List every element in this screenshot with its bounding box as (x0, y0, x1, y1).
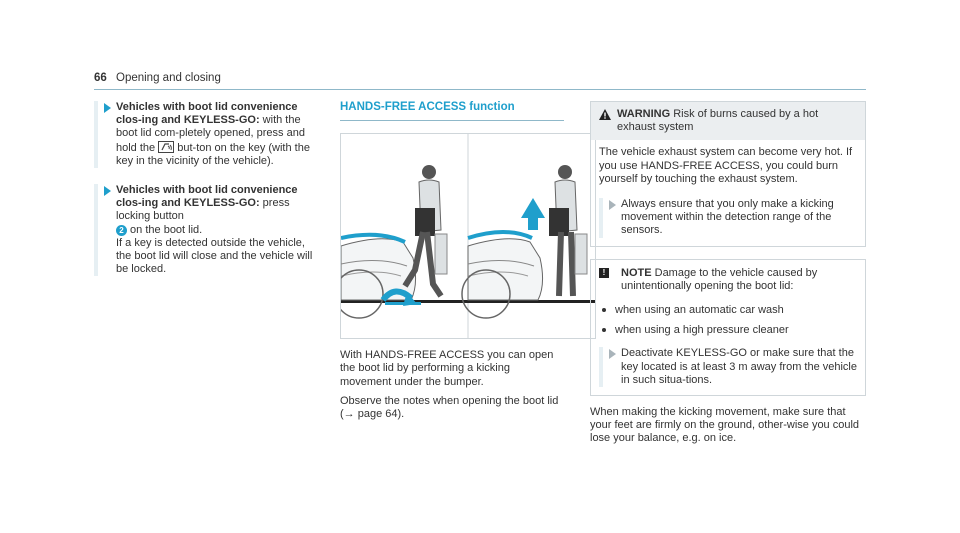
action-arrow-icon (609, 349, 616, 359)
page-number: 66 (94, 72, 107, 84)
action-arrow-icon (609, 200, 616, 210)
car-rear-right (462, 232, 543, 318)
person-kicking (405, 165, 447, 296)
header-rule (94, 89, 866, 90)
section-heading: HANDS-FREE ACCESS function (340, 101, 564, 121)
warning-triangle-icon (599, 109, 611, 124)
step-text-end: on the boot lid. (127, 223, 203, 236)
note-action-text: Deactivate KEYLESS-GO or make sure that the key located is at least 3 m away from the vehicle in such situa-tions. (621, 347, 857, 386)
column-hands-free (340, 101, 564, 421)
step-text-end: but-ton on the key (with the key in the vicinity of the vehicle). (116, 141, 310, 167)
hands-free-description: With HANDS-FREE ACCESS you can open the boot lid by performing a kicking movement under the bumper. (340, 349, 554, 388)
note-label: NOTE (621, 266, 652, 279)
hands-free-figure (340, 133, 596, 339)
step-condition: Vehicles with boot lid convenience clos-ing and KEYLESS-GO: (116, 101, 298, 127)
hands-free-reference: Observe the notes when opening the boot lid (→ page 64). (340, 394, 559, 421)
step-result: If a key is detected outside the vehicle, the boot lid will close and the vehicle will be locked. (116, 236, 313, 276)
instruction-step-1 (94, 101, 316, 168)
kicking-advice: When making the kicking movement, make sure that your feet are firmly on the ground, other-wise you could lose your balance, e.g. on ice. (590, 406, 860, 445)
warning-text: The vehicle exhaust system can become very hot. If you use HANDS-FREE ACCESS, you could burn yourself by touching the exhaust system. (599, 146, 853, 185)
column-safety (590, 101, 866, 446)
warning-label: WARNING (617, 108, 671, 120)
note-box (590, 259, 866, 396)
person-standing (549, 165, 587, 296)
warning-action (599, 198, 857, 238)
note-body (591, 304, 865, 395)
note-exclamation-icon: ! (599, 268, 609, 278)
step-arrow-icon (104, 103, 111, 113)
lift-arrow-icon (521, 198, 545, 230)
step-text: with the boot lid com-pletely opened, press and hold the (116, 114, 305, 154)
page-header (94, 72, 221, 84)
warning-body (591, 140, 865, 245)
note-title: Damage to the vehicle caused by unintentionally opening the boot lid: (621, 266, 818, 292)
step-condition: Vehicles with boot lid convenience clos-ing and KEYLESS-GO: (116, 184, 298, 210)
warning-header (591, 102, 865, 140)
list-item: when using an automatic car wash (599, 304, 857, 317)
section-title: Opening and closing (116, 72, 221, 84)
step-text: press locking button (116, 197, 290, 223)
boot-lid-key-icon (158, 141, 174, 153)
column-instructions (94, 101, 316, 276)
warning-action-text: Always ensure that you only make a kicking movement within the detection range of the sensors. (621, 198, 834, 237)
instruction-step-2 (94, 184, 316, 276)
locking-button-badge: 2 (116, 225, 127, 236)
step-arrow-icon (104, 186, 111, 196)
warning-title: Risk of burns caused by a hot exhaust system (617, 108, 819, 134)
list-item: when using a high pressure cleaner (599, 324, 857, 337)
note-action (599, 347, 857, 387)
warning-box (590, 101, 866, 247)
note-header (591, 260, 865, 297)
